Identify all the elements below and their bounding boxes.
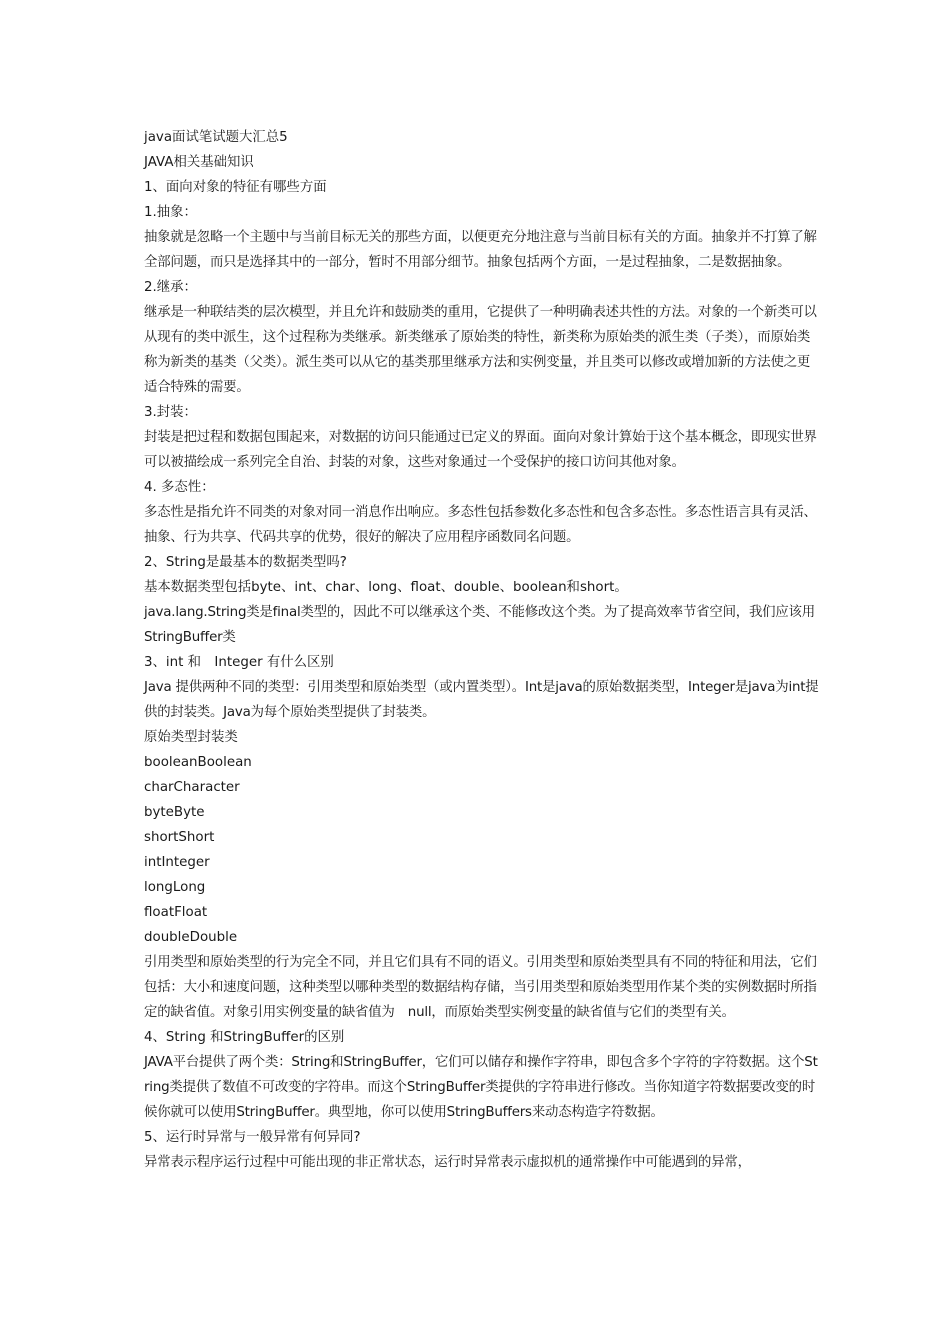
question-heading: 5、运行时异常与一般异常有何异同? (144, 1130, 361, 1145)
paragraph: 多态性是指允许不同类的对象对同一消息作出响应。多态性包括参数化多态性和包含多态性。多态性语言具有灵活、抽象、行为共享、代码共享的优势，很好的解决了应用程序函数同名问题。 (144, 505, 817, 545)
paragraph: 基本数据类型包括byte、int、char、long、float、double、boolean和short。 (144, 580, 628, 595)
subheading: 3.封装： (144, 405, 197, 420)
paragraph: JAVA平台提供了两个类：String和StringBuffer，它们可以储存和操作字符串，即包含多个字符的字符数据。这个String类提供了数值不可改变的字符串。而这个StringBuffer类提供的字符串进行修改。当你知道字符数据要改变的时候你就可以使用StringBuffer。典型地，你可以使用StringBuffers来动态构造字符数据。 (144, 1055, 818, 1120)
question-heading: 3、int 和 Integer 有什么区别 (144, 655, 334, 670)
question-heading: 4、String 和StringBuffer的区别 (144, 1030, 345, 1045)
document-body (144, 125, 820, 1175)
paragraph: Java 提供两种不同的类型：引用类型和原始类型（或内置类型）。Int是java的原始数据类型，Integer是java为int提供的封装类。Java为每个原始类型提供了封装类。 (144, 680, 819, 720)
list-item: charCharacter (144, 780, 240, 795)
document-title: java面试笔试题大汇总5 (144, 130, 288, 145)
paragraph: java.lang.String类是final类型的，因此不可以继承这个类、不能修改这个类。为了提高效率节省空间，我们应该用StringBuffer类 (144, 605, 815, 645)
subheading: 4. 多态性： (144, 480, 215, 495)
subheading: 2.继承： (144, 280, 197, 295)
list-item: doubleDouble (144, 930, 238, 945)
paragraph: 异常表示程序运行过程中可能出现的非正常状态，运行时异常表示虚拟机的通常操作中可能遇到的异常， (144, 1155, 751, 1170)
list-item: floatFloat (144, 905, 208, 920)
list-item: shortShort (144, 830, 215, 845)
question-heading: 2、String是最基本的数据类型吗? (144, 555, 347, 570)
list-item: intInteger (144, 855, 210, 870)
list-item: byteByte (144, 805, 205, 820)
section-heading: JAVA相关基础知识 (144, 155, 254, 170)
list-item: longLong (144, 880, 206, 895)
list-header: 原始类型封装类 (144, 730, 238, 745)
question-heading: 1、面向对象的特征有哪些方面 (144, 180, 327, 195)
paragraph: 抽象就是忽略一个主题中与当前目标无关的那些方面，以便更充分地注意与当前目标有关的方面。抽象并不打算了解全部问题，而只是选择其中的一部分，暂时不用部分细节。抽象包括两个方面，一是过程抽象，二是数据抽象。 (144, 230, 817, 270)
paragraph: 封装是把过程和数据包围起来，对数据的访问只能通过已定义的界面。面向对象计算始于这个基本概念，即现实世界可以被描绘成一系列完全自治、封装的对象，这些对象通过一个受保护的接口访问其他对象。 (144, 430, 817, 470)
paragraph: 继承是一种联结类的层次模型，并且允许和鼓励类的重用，它提供了一种明确表述共性的方法。对象的一个新类可以从现有的类中派生，这个过程称为类继承。新类继承了原始类的特性，新类称为原始类的派生类（子类），而原始类称为新类的基类（父类）。派生类可以从它的基类那里继承方法和实例变量，并且类可以修改或增加新的方法使之更适合特殊的需要。 (144, 305, 817, 395)
paragraph: 引用类型和原始类型的行为完全不同，并且它们具有不同的语义。引用类型和原始类型具有不同的特征和用法，它们包括：大小和速度问题，这种类型以哪种类型的数据结构存储，当引用类型和原始类型用作某个类的实例数据时所指定的缺省值。对象引用实例变量的缺省值为 null，而原始类型实例变量的缺省值与它们的类型有关。 (144, 955, 817, 1020)
subheading: 1.抽象： (144, 205, 197, 220)
list-item: booleanBoolean (144, 755, 252, 770)
